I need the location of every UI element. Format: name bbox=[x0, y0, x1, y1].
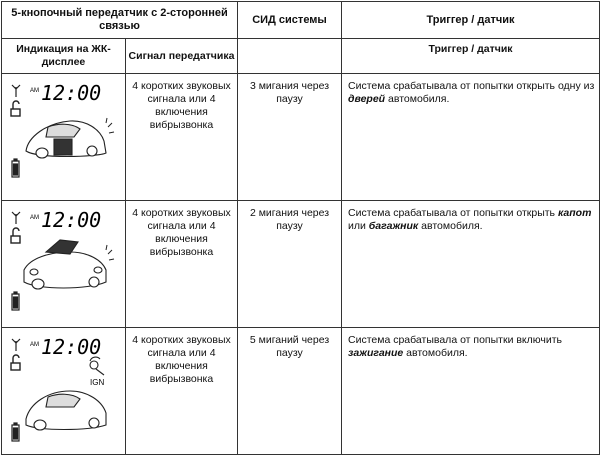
signal-cell: 4 коротких звуковых сигнала или 4 включения вибрызвонка bbox=[126, 74, 238, 201]
signal-cell: 4 коротких звуковых сигнала или 4 включения вибрызвонка bbox=[126, 201, 238, 328]
lcd-time: 12:00 bbox=[41, 208, 102, 232]
signal-cell: 4 коротких звуковых сигнала или 4 включения вибрызвонка bbox=[126, 328, 238, 455]
trigger-keyword: дверей bbox=[348, 93, 386, 105]
table-row bbox=[2, 201, 600, 328]
trigger-text-mid: или bbox=[348, 220, 369, 232]
lock-open-icon bbox=[11, 101, 20, 116]
antenna-icon bbox=[12, 212, 20, 224]
trigger-cell bbox=[342, 328, 600, 455]
lcd-am: AM bbox=[30, 342, 39, 348]
table-row bbox=[2, 328, 600, 455]
trigger-keyword: капот bbox=[557, 207, 592, 219]
lcd-display-cell bbox=[2, 328, 126, 455]
lcd-time: 12:00 bbox=[41, 335, 102, 359]
trigger-keyword-2: багажник bbox=[368, 220, 419, 232]
led-cell: 5 миганий через паузу bbox=[238, 328, 342, 455]
trigger-cell bbox=[342, 74, 600, 201]
antenna-icon bbox=[12, 85, 20, 97]
lcd-display-doors bbox=[8, 79, 116, 189]
ign-label: IGN bbox=[90, 378, 105, 387]
led-cell: 3 мигания через паузу bbox=[238, 74, 342, 201]
signal-table bbox=[1, 1, 600, 455]
trigger-cell bbox=[342, 201, 600, 328]
subheader-lcd: Индикация на ЖК-дисплее bbox=[2, 39, 126, 74]
alert-icon bbox=[106, 245, 114, 260]
subheader-empty bbox=[238, 39, 342, 74]
header-led: СИД системы bbox=[238, 2, 342, 39]
ignition-key-icon bbox=[90, 357, 104, 375]
header-transmitter: 5-кнопочный передатчик с 2-сторонней связью bbox=[2, 2, 238, 39]
battery-icon bbox=[12, 423, 19, 441]
lcd-am: AM bbox=[30, 215, 39, 221]
subheader-trigger: Триггер / датчик bbox=[342, 39, 600, 74]
trigger-text: Система срабатывала от попытки включить bbox=[348, 334, 563, 346]
header-trigger: Триггер / датчик bbox=[342, 2, 600, 39]
lcd-display-cell bbox=[2, 74, 126, 201]
trigger-text-end: автомобиля. bbox=[385, 93, 450, 105]
battery-icon bbox=[12, 292, 19, 310]
lcd-am: AM bbox=[30, 88, 39, 94]
lcd-display-hood bbox=[8, 206, 116, 316]
subheader-signal: Сигнал передатчика bbox=[126, 39, 238, 74]
lock-open-icon bbox=[11, 228, 20, 243]
table-row bbox=[2, 74, 600, 201]
trigger-keyword: зажигание bbox=[348, 347, 404, 359]
battery-icon bbox=[12, 159, 19, 177]
lcd-display-cell bbox=[2, 201, 126, 328]
antenna-icon bbox=[12, 339, 20, 351]
trigger-text-end: автомобиля. bbox=[418, 220, 483, 232]
car-icon bbox=[24, 240, 106, 289]
trigger-text: Система срабатывала от попытки открыть одну из bbox=[348, 80, 595, 92]
car-icon bbox=[26, 121, 106, 158]
lock-open-icon bbox=[11, 355, 20, 370]
trigger-text: Система срабатывала от попытки открыть bbox=[348, 207, 558, 219]
lcd-time: 12:00 bbox=[41, 81, 102, 105]
alert-icon bbox=[106, 118, 114, 133]
lcd-display-ignition bbox=[8, 333, 116, 443]
led-cell: 2 мигания через паузу bbox=[238, 201, 342, 328]
trigger-text-end: автомобиля. bbox=[403, 347, 468, 359]
car-icon bbox=[26, 391, 106, 430]
